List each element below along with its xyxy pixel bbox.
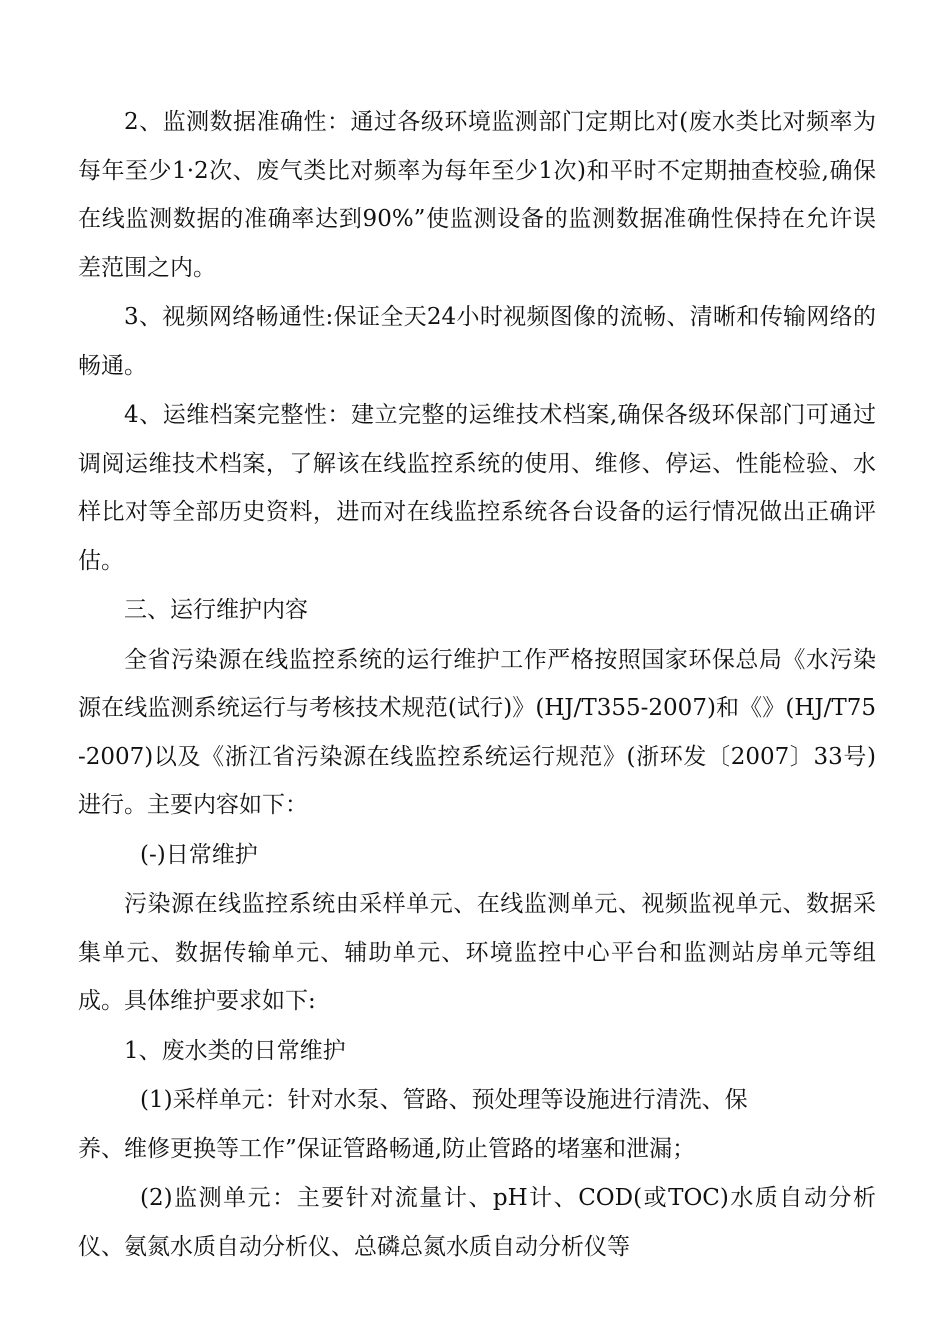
paragraph-standards: 全省污染源在线监控系统的运行维护工作严格按照国家环保总局《水污染源在线监测系统运行与考核技术规范(试行)》(HJ/T355-2007)和《》(HJ/T75-2007)以及《浙江省污染源在线监控系统运行规范》(浙环发〔2007〕33号)进行。主要内容如下： (78, 646, 876, 818)
document-page (78, 98, 876, 1271)
subheading-daily-maintenance: (-)日常维护 (140, 841, 258, 868)
paragraph-archive: 4、运维档案完整性：建立完整的运维技术档案,确保各级环保部门可通过调阅运维技术档案，了解该在线监控系统的使用、维修、停运、性能检验、水样比对等全部历史资料，进而对在线监控系统各台设备的运行情况做出正确评估。 (78, 402, 876, 574)
paragraph-system-units: 污染源在线监控系统由采样单元、在线监测单元、视频监视单元、数据采集单元、数据传输单元、辅助单元、环境监控中心平台和监测站房单元等组成。具体维护要求如下: (78, 891, 876, 1014)
subheading-wastewater-daily: 1、废水类的日常维护 (124, 1037, 346, 1064)
sampling-unit-line-1: (1)采样单元：针对水泵、管路、预处理等设施进行清洗、保 (140, 1087, 748, 1113)
paragraph-accuracy: 2、监测数据准确性：通过各级环境监测部门定期比对(废水类比对频率为每年至少1·2次、废气类比对频率为每年至少1次)和平时不定期抽查校验,确保在线监测数据的准确率达到90%”使监测设备的监测数据准确性保持在允许误差范围之内。 (78, 109, 876, 281)
sampling-unit-line-2: 养、维修更换等工作”保证管路畅通,防止管路的堵塞和泄漏； (78, 1135, 696, 1162)
paragraph-monitoring-unit: (2)监测单元：主要针对流量计、pH计、COD(或TOC)水质自动分析仪、氨氮水质自动分析仪、总磷总氮水质自动分析仪等 (78, 1185, 876, 1260)
paragraph-video-network: 3、视频网络畅通性:保证全天24小时视频图像的流畅、清晰和传输网络的畅通。 (78, 304, 876, 379)
paragraph-sampling-unit (78, 1076, 876, 1173)
section-heading-maintenance-content: 三、运行维护内容 (124, 597, 308, 623)
